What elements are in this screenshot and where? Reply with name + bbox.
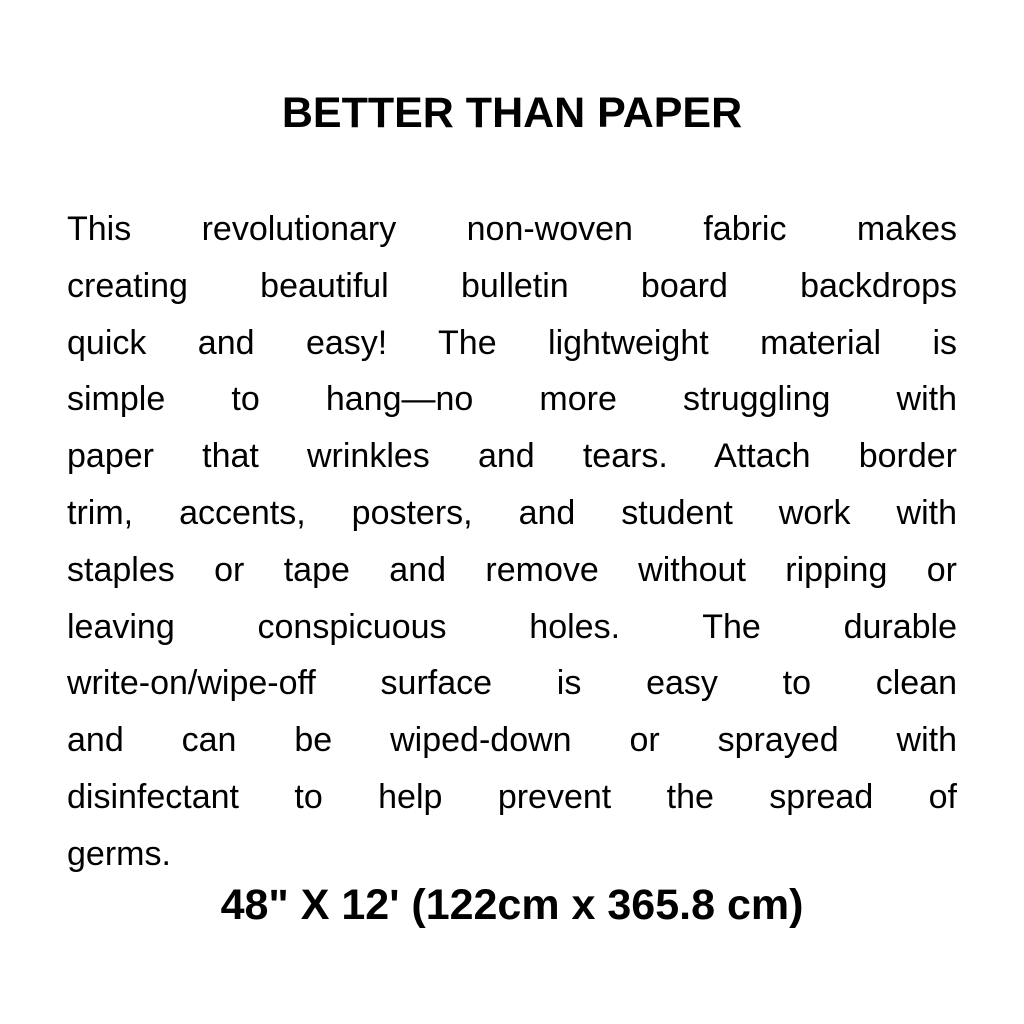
body-line: paper that wrinkles and tears. Attach border <box>67 437 957 476</box>
body-line: creating beautiful bulletin board backdrops <box>67 266 957 305</box>
body-line: staples or tape and remove without ripping or <box>67 550 957 589</box>
body-line: write-on/wipe-off surface is easy to clean <box>67 664 957 703</box>
body-line: trim, accents, posters, and student work with <box>67 493 957 532</box>
dimensions-line: 48" X 12' (122cm x 365.8 cm) <box>220 881 804 929</box>
body-line: and can be wiped-down or sprayed with <box>67 721 957 760</box>
body-line: simple to hang—no more struggling with <box>67 380 957 419</box>
body-line: quick and easy! The lightweight material is <box>67 323 957 362</box>
body-line: This revolutionary non-woven fabric makes <box>67 210 957 248</box>
document-title: BETTER THAN PAPER <box>281 89 743 137</box>
body-line: disinfectant to help prevent the spread of <box>67 777 957 816</box>
body-line: germs. <box>67 834 171 873</box>
body-paragraph <box>67 201 957 883</box>
body-line: leaving conspicuous holes. The durable <box>67 607 957 646</box>
